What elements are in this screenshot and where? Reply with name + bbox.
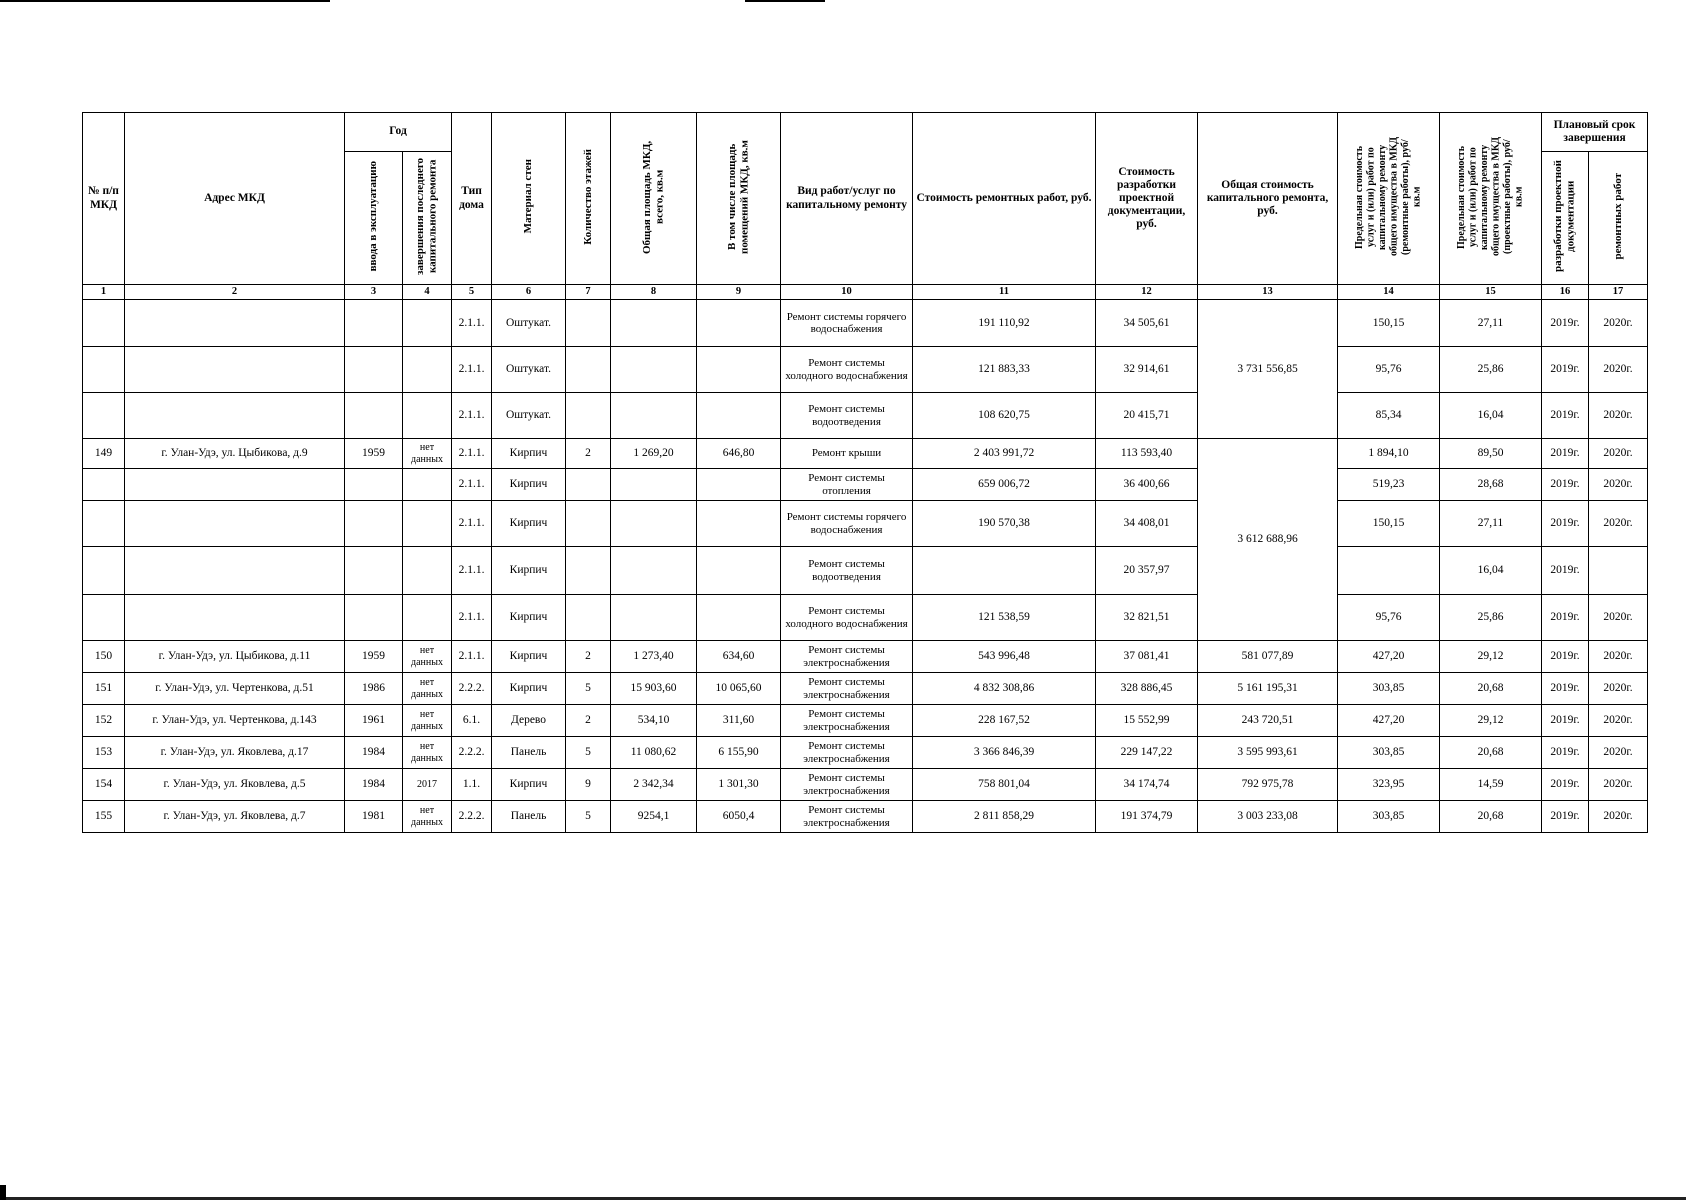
- table-row: [83, 801, 1648, 833]
- total-area-cell: 534,10: [611, 705, 697, 737]
- deadline-repair-cell: 2020г.: [1589, 469, 1648, 501]
- total-cost-cell: 792 975,78: [1198, 769, 1338, 801]
- deadline-repair-cell: 2020г.: [1589, 347, 1648, 393]
- table-header: [83, 113, 1648, 300]
- house-type-cell: 2.1.1.: [452, 641, 492, 673]
- year-repair-cell: нет данных: [403, 801, 452, 833]
- limit-design-cell: 16,04: [1440, 393, 1542, 439]
- floors-cell: 5: [566, 673, 611, 705]
- wall-material-cell: Оштукат.: [492, 393, 566, 439]
- premises-area-cell: 10 065,60: [697, 673, 781, 705]
- header-house-type: Тип дома: [452, 113, 492, 285]
- floors-cell: [566, 347, 611, 393]
- wall-material-cell: Кирпич: [492, 673, 566, 705]
- year-repair-cell: 2017: [403, 769, 452, 801]
- column-number: 10: [781, 285, 913, 300]
- column-number: 7: [566, 285, 611, 300]
- deadline-repair-cell: 2020г.: [1589, 641, 1648, 673]
- house-type-cell: 2.1.1.: [452, 393, 492, 439]
- limit-repair-cell: 1 894,10: [1338, 439, 1440, 469]
- total-area-cell: [611, 547, 697, 595]
- total-cost-cell: 5 161 195,31: [1198, 673, 1338, 705]
- header-work-type: Вид работ/услуг по капитальному ремонту: [781, 113, 913, 285]
- address-cell: [125, 595, 345, 641]
- table-row: [83, 705, 1648, 737]
- design-cost-cell: 20 357,97: [1096, 547, 1198, 595]
- limit-repair-cell: [1338, 547, 1440, 595]
- house-type-cell: 2.1.1.: [452, 501, 492, 547]
- design-cost-cell: 113 593,40: [1096, 439, 1198, 469]
- address-cell: г. Улан-Удэ, ул. Цыбикова, д.9: [125, 439, 345, 469]
- deadline-repair-cell: 2020г.: [1589, 439, 1648, 469]
- column-number: 16: [1542, 285, 1589, 300]
- column-number: 9: [697, 285, 781, 300]
- header-deadline-group: Плановый срок завершения: [1542, 113, 1648, 152]
- year-commission-cell: [345, 547, 403, 595]
- premises-area-cell: [697, 595, 781, 641]
- total-area-cell: [611, 501, 697, 547]
- floors-cell: 2: [566, 705, 611, 737]
- deadline-repair-cell: 2020г.: [1589, 705, 1648, 737]
- scan-edge-top: [0, 0, 330, 2]
- premises-area-cell: 311,60: [697, 705, 781, 737]
- limit-repair-cell: 95,76: [1338, 347, 1440, 393]
- year-repair-cell: [403, 469, 452, 501]
- wall-material-cell: Кирпич: [492, 595, 566, 641]
- row-number: [83, 300, 125, 347]
- deadline-repair-cell: 2020г.: [1589, 501, 1648, 547]
- house-type-cell: 2.1.1.: [452, 469, 492, 501]
- house-type-cell: 2.1.1.: [452, 547, 492, 595]
- address-cell: г. Улан-Удэ, ул. Яковлева, д.7: [125, 801, 345, 833]
- work-type-cell: Ремонт крыши: [781, 439, 913, 469]
- house-type-cell: 1.1.: [452, 769, 492, 801]
- limit-repair-cell: 303,85: [1338, 673, 1440, 705]
- table-row: [83, 393, 1648, 439]
- header-total-area: Общая площадь МКД, всего, кв.м: [611, 113, 697, 285]
- repair-cost-cell: 4 832 308,86: [913, 673, 1096, 705]
- deadline-repair-cell: 2020г.: [1589, 801, 1648, 833]
- house-type-cell: 2.2.2.: [452, 801, 492, 833]
- floors-cell: 2: [566, 439, 611, 469]
- premises-area-cell: [697, 347, 781, 393]
- year-commission-cell: [345, 347, 403, 393]
- header-deadline-repair: ремонтных работ: [1589, 152, 1648, 285]
- wall-material-cell: Панель: [492, 737, 566, 769]
- header-design-cost: Стоимость разработки проектной документации, руб.: [1096, 113, 1198, 285]
- wall-material-cell: Кирпич: [492, 469, 566, 501]
- year-repair-cell: [403, 501, 452, 547]
- year-commission-cell: 1986: [345, 673, 403, 705]
- year-repair-cell: [403, 393, 452, 439]
- year-commission-cell: [345, 393, 403, 439]
- premises-area-cell: [697, 469, 781, 501]
- floors-cell: [566, 300, 611, 347]
- work-type-cell: Ремонт системы холодного водоснабжения: [781, 595, 913, 641]
- limit-repair-cell: 150,15: [1338, 300, 1440, 347]
- total-area-cell: 11 080,62: [611, 737, 697, 769]
- deadline-repair-cell: 2020г.: [1589, 673, 1648, 705]
- design-cost-cell: 32 821,51: [1096, 595, 1198, 641]
- year-repair-cell: нет данных: [403, 673, 452, 705]
- work-type-cell: Ремонт системы электроснабжения: [781, 769, 913, 801]
- premises-area-cell: 6050,4: [697, 801, 781, 833]
- house-type-cell: 2.2.2.: [452, 673, 492, 705]
- total-area-cell: [611, 300, 697, 347]
- deadline-design-cell: 2019г.: [1542, 673, 1589, 705]
- row-number: 153: [83, 737, 125, 769]
- address-cell: г. Улан-Удэ, ул. Чертенкова, д.143: [125, 705, 345, 737]
- year-commission-cell: [345, 469, 403, 501]
- scan-edge-left: [0, 1185, 6, 1200]
- header-year-commission: ввода в эксплуатацию: [345, 152, 403, 285]
- wall-material-cell: Оштукат.: [492, 300, 566, 347]
- total-area-cell: [611, 393, 697, 439]
- total-area-cell: [611, 347, 697, 393]
- address-cell: [125, 300, 345, 347]
- floors-cell: [566, 595, 611, 641]
- year-commission-cell: 1959: [345, 439, 403, 469]
- limit-design-cell: 27,11: [1440, 300, 1542, 347]
- column-number: 13: [1198, 285, 1338, 300]
- year-commission-cell: 1984: [345, 769, 403, 801]
- year-repair-cell: нет данных: [403, 737, 452, 769]
- row-number: [83, 547, 125, 595]
- table-body: [83, 300, 1648, 833]
- deadline-design-cell: 2019г.: [1542, 347, 1589, 393]
- header-repair-cost: Стоимость ремонтных работ, руб.: [913, 113, 1096, 285]
- repair-cost-cell: 121 538,59: [913, 595, 1096, 641]
- scan-edge-top: [745, 0, 825, 2]
- house-type-cell: 2.1.1.: [452, 347, 492, 393]
- limit-repair-cell: 519,23: [1338, 469, 1440, 501]
- limit-design-cell: 28,68: [1440, 469, 1542, 501]
- premises-area-cell: [697, 501, 781, 547]
- work-type-cell: Ремонт системы холодного водоснабжения: [781, 347, 913, 393]
- address-cell: [125, 469, 345, 501]
- work-type-cell: Ремонт системы электроснабжения: [781, 737, 913, 769]
- repair-cost-cell: 108 620,75: [913, 393, 1096, 439]
- design-cost-cell: 34 505,61: [1096, 300, 1198, 347]
- limit-design-cell: 25,86: [1440, 595, 1542, 641]
- house-type-cell: 2.2.2.: [452, 737, 492, 769]
- column-number: 1: [83, 285, 125, 300]
- deadline-design-cell: 2019г.: [1542, 705, 1589, 737]
- total-cost-cell: 3 612 688,96: [1198, 439, 1338, 641]
- total-cost-cell: 3 595 993,61: [1198, 737, 1338, 769]
- row-number: 152: [83, 705, 125, 737]
- premises-area-cell: [697, 547, 781, 595]
- total-area-cell: 1 273,40: [611, 641, 697, 673]
- design-cost-cell: 20 415,71: [1096, 393, 1198, 439]
- header-year-last-repair: завершения последнего капитального ремонта: [403, 152, 452, 285]
- total-area-cell: 15 903,60: [611, 673, 697, 705]
- limit-repair-cell: 95,76: [1338, 595, 1440, 641]
- column-number: 12: [1096, 285, 1198, 300]
- premises-area-cell: 646,80: [697, 439, 781, 469]
- premises-area-cell: 634,60: [697, 641, 781, 673]
- floors-cell: [566, 469, 611, 501]
- floors-cell: 5: [566, 801, 611, 833]
- deadline-repair-cell: 2020г.: [1589, 300, 1648, 347]
- deadline-design-cell: 2019г.: [1542, 393, 1589, 439]
- table-row: [83, 641, 1648, 673]
- design-cost-cell: 34 408,01: [1096, 501, 1198, 547]
- row-number: [83, 469, 125, 501]
- repair-cost-cell: 3 366 846,39: [913, 737, 1096, 769]
- design-cost-cell: 15 552,99: [1096, 705, 1198, 737]
- column-number: 14: [1338, 285, 1440, 300]
- total-cost-cell: 243 720,51: [1198, 705, 1338, 737]
- work-type-cell: Ремонт системы электроснабжения: [781, 673, 913, 705]
- year-repair-cell: нет данных: [403, 439, 452, 469]
- year-commission-cell: 1961: [345, 705, 403, 737]
- row-number: [83, 347, 125, 393]
- house-type-cell: 6.1.: [452, 705, 492, 737]
- row-number: [83, 595, 125, 641]
- table-row: [83, 469, 1648, 501]
- repair-cost-cell: 190 570,38: [913, 501, 1096, 547]
- column-number: 5: [452, 285, 492, 300]
- total-cost-cell: 3 731 556,85: [1198, 300, 1338, 439]
- column-number: 8: [611, 285, 697, 300]
- house-type-cell: 2.1.1.: [452, 439, 492, 469]
- deadline-design-cell: 2019г.: [1542, 501, 1589, 547]
- premises-area-cell: 1 301,30: [697, 769, 781, 801]
- limit-design-cell: 25,86: [1440, 347, 1542, 393]
- premises-area-cell: 6 155,90: [697, 737, 781, 769]
- limit-design-cell: 16,04: [1440, 547, 1542, 595]
- total-area-cell: [611, 595, 697, 641]
- header-deadline-design: разработки проектной документации: [1542, 152, 1589, 285]
- repair-cost-cell: 228 167,52: [913, 705, 1096, 737]
- address-cell: г. Улан-Удэ, ул. Цыбикова, д.11: [125, 641, 345, 673]
- design-cost-cell: 229 147,22: [1096, 737, 1198, 769]
- repair-cost-cell: 2 403 991,72: [913, 439, 1096, 469]
- column-number: 4: [403, 285, 452, 300]
- table-row: [83, 547, 1648, 595]
- total-area-cell: 9254,1: [611, 801, 697, 833]
- premises-area-cell: [697, 393, 781, 439]
- column-number: 2: [125, 285, 345, 300]
- wall-material-cell: Панель: [492, 801, 566, 833]
- year-commission-cell: 1984: [345, 737, 403, 769]
- header-address: Адрес МКД: [125, 113, 345, 285]
- total-cost-cell: 3 003 233,08: [1198, 801, 1338, 833]
- design-cost-cell: 32 914,61: [1096, 347, 1198, 393]
- floors-cell: 2: [566, 641, 611, 673]
- year-repair-cell: [403, 595, 452, 641]
- limit-design-cell: 27,11: [1440, 501, 1542, 547]
- year-commission-cell: [345, 300, 403, 347]
- column-number: 3: [345, 285, 403, 300]
- repair-cost-cell: 191 110,92: [913, 300, 1096, 347]
- total-area-cell: 2 342,34: [611, 769, 697, 801]
- work-type-cell: Ремонт системы электроснабжения: [781, 641, 913, 673]
- year-commission-cell: [345, 501, 403, 547]
- design-cost-cell: 37 081,41: [1096, 641, 1198, 673]
- deadline-repair-cell: 2020г.: [1589, 737, 1648, 769]
- limit-repair-cell: 427,20: [1338, 705, 1440, 737]
- floors-cell: 5: [566, 737, 611, 769]
- address-cell: [125, 501, 345, 547]
- wall-material-cell: Кирпич: [492, 439, 566, 469]
- floors-cell: 9: [566, 769, 611, 801]
- table-row: [83, 501, 1648, 547]
- deadline-design-cell: 2019г.: [1542, 300, 1589, 347]
- limit-design-cell: 29,12: [1440, 641, 1542, 673]
- address-cell: г. Улан-Удэ, ул. Яковлева, д.17: [125, 737, 345, 769]
- work-type-cell: Ремонт системы электроснабжения: [781, 801, 913, 833]
- header-premises-area: В том числе площадь помещений МКД, кв.м: [697, 113, 781, 285]
- wall-material-cell: Дерево: [492, 705, 566, 737]
- total-cost-cell: 581 077,89: [1198, 641, 1338, 673]
- deadline-repair-cell: 2020г.: [1589, 595, 1648, 641]
- work-type-cell: Ремонт системы горячего водоснабжения: [781, 501, 913, 547]
- row-number: [83, 393, 125, 439]
- column-number: 6: [492, 285, 566, 300]
- premises-area-cell: [697, 300, 781, 347]
- table-row: [83, 673, 1648, 705]
- deadline-design-cell: 2019г.: [1542, 801, 1589, 833]
- year-repair-cell: нет данных: [403, 641, 452, 673]
- address-cell: г. Улан-Удэ, ул. Чертенкова, д.51: [125, 673, 345, 705]
- repair-cost-cell: 659 006,72: [913, 469, 1096, 501]
- limit-design-cell: 20,68: [1440, 737, 1542, 769]
- limit-design-cell: 14,59: [1440, 769, 1542, 801]
- limit-design-cell: 29,12: [1440, 705, 1542, 737]
- repair-cost-cell: 2 811 858,29: [913, 801, 1096, 833]
- floors-cell: [566, 501, 611, 547]
- work-type-cell: Ремонт системы водоотведения: [781, 393, 913, 439]
- address-cell: г. Улан-Удэ, ул. Яковлева, д.5: [125, 769, 345, 801]
- address-cell: [125, 393, 345, 439]
- table-row: [83, 769, 1648, 801]
- address-cell: [125, 547, 345, 595]
- limit-repair-cell: 150,15: [1338, 501, 1440, 547]
- wall-material-cell: Кирпич: [492, 547, 566, 595]
- design-cost-cell: 191 374,79: [1096, 801, 1198, 833]
- wall-material-cell: Кирпич: [492, 641, 566, 673]
- deadline-design-cell: 2019г.: [1542, 547, 1589, 595]
- header-wall-material: Материал стен: [492, 113, 566, 285]
- header-total-cost: Общая стоимость капитального ремонта, руб.: [1198, 113, 1338, 285]
- design-cost-cell: 36 400,66: [1096, 469, 1198, 501]
- limit-repair-cell: 303,85: [1338, 801, 1440, 833]
- limit-repair-cell: 427,20: [1338, 641, 1440, 673]
- work-type-cell: Ремонт системы водоотведения: [781, 547, 913, 595]
- wall-material-cell: Кирпич: [492, 501, 566, 547]
- table-row: [83, 737, 1648, 769]
- deadline-repair-cell: 2020г.: [1589, 769, 1648, 801]
- wall-material-cell: Оштукат.: [492, 347, 566, 393]
- deadline-design-cell: 2019г.: [1542, 737, 1589, 769]
- deadline-design-cell: 2019г.: [1542, 595, 1589, 641]
- table-row: [83, 300, 1648, 347]
- year-repair-cell: [403, 347, 452, 393]
- row-number: 150: [83, 641, 125, 673]
- row-number: 149: [83, 439, 125, 469]
- house-type-cell: 2.1.1.: [452, 595, 492, 641]
- total-area-cell: [611, 469, 697, 501]
- header-limit-design: Предельная стоимость услуг и (или) работ по капитальному ремонту общего имущества в МКД (проектные работы), руб/кв.м: [1440, 113, 1542, 285]
- year-commission-cell: [345, 595, 403, 641]
- work-type-cell: Ремонт системы электроснабжения: [781, 705, 913, 737]
- table-row: [83, 347, 1648, 393]
- floors-cell: [566, 547, 611, 595]
- repair-cost-cell: 758 801,04: [913, 769, 1096, 801]
- year-repair-cell: нет данных: [403, 705, 452, 737]
- total-area-cell: 1 269,20: [611, 439, 697, 469]
- deadline-design-cell: 2019г.: [1542, 469, 1589, 501]
- column-number: 17: [1589, 285, 1648, 300]
- work-type-cell: Ремонт системы горячего водоснабжения: [781, 300, 913, 347]
- table-row: [83, 439, 1648, 469]
- repair-cost-cell: 121 883,33: [913, 347, 1096, 393]
- year-commission-cell: 1959: [345, 641, 403, 673]
- limit-design-cell: 20,68: [1440, 673, 1542, 705]
- limit-repair-cell: 303,85: [1338, 737, 1440, 769]
- year-repair-cell: [403, 547, 452, 595]
- deadline-repair-cell: [1589, 547, 1648, 595]
- work-type-cell: Ремонт системы отопления: [781, 469, 913, 501]
- limit-repair-cell: 85,34: [1338, 393, 1440, 439]
- repair-cost-cell: [913, 547, 1096, 595]
- limit-design-cell: 20,68: [1440, 801, 1542, 833]
- limit-repair-cell: 323,95: [1338, 769, 1440, 801]
- row-number: [83, 501, 125, 547]
- header-year-group: Год: [345, 113, 452, 152]
- header-floors: Количество этажей: [566, 113, 611, 285]
- wall-material-cell: Кирпич: [492, 769, 566, 801]
- row-number: 154: [83, 769, 125, 801]
- column-number-row: [83, 285, 1648, 300]
- deadline-design-cell: 2019г.: [1542, 439, 1589, 469]
- header-limit-repair: Предельная стоимость услуг и (или) работ по капитальному ремонту общего имущества в МКД (ремонтные работы), руб/кв.м: [1338, 113, 1440, 285]
- column-number: 15: [1440, 285, 1542, 300]
- deadline-design-cell: 2019г.: [1542, 769, 1589, 801]
- table-row: [83, 595, 1648, 641]
- year-commission-cell: 1981: [345, 801, 403, 833]
- row-number: 155: [83, 801, 125, 833]
- limit-design-cell: 89,50: [1440, 439, 1542, 469]
- deadline-design-cell: 2019г.: [1542, 641, 1589, 673]
- design-cost-cell: 328 886,45: [1096, 673, 1198, 705]
- design-cost-cell: 34 174,74: [1096, 769, 1198, 801]
- repair-cost-cell: 543 996,48: [913, 641, 1096, 673]
- header-num: № п/п МКД: [83, 113, 125, 285]
- floors-cell: [566, 393, 611, 439]
- row-number: 151: [83, 673, 125, 705]
- deadline-repair-cell: 2020г.: [1589, 393, 1648, 439]
- address-cell: [125, 347, 345, 393]
- column-number: 11: [913, 285, 1096, 300]
- capital-repair-table: [82, 112, 1648, 833]
- house-type-cell: 2.1.1.: [452, 300, 492, 347]
- year-repair-cell: [403, 300, 452, 347]
